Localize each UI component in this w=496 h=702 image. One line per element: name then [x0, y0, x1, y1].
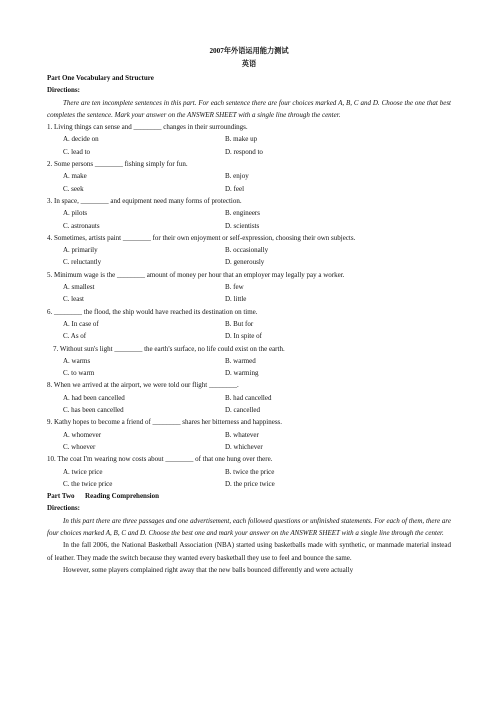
option-row: [47, 281, 451, 293]
question-stem: 9. Kathy hopes to become a friend of ________ shares her bitterness and happiness.: [47, 418, 283, 427]
option-a: A. warms: [63, 356, 91, 365]
option-d: D. respond to: [225, 147, 263, 156]
option-c: C. seek: [63, 184, 84, 193]
option-c: C. lead to: [63, 147, 91, 156]
option-row: [47, 207, 451, 219]
question-stem: 6. ________ the flood, the ship would have reached its destination on time.: [47, 307, 258, 316]
question-stem: 4. Sometimes, artists paint ________ for their own enjoyment or self-expression, choosing their own subjects.: [47, 233, 356, 242]
part-two-directions-label: Directions:: [47, 504, 80, 513]
option-row: [47, 256, 451, 268]
option-a: A. make: [63, 172, 87, 181]
question-stem: 2. Some persons ________ fishing simply for fun.: [47, 160, 188, 169]
option-a: A. primarily: [63, 246, 98, 255]
option-a: A. In case of: [63, 319, 99, 328]
option-d: D. In spite of: [225, 332, 262, 341]
option-c: C. whoever: [63, 442, 96, 451]
option-b: B. warmed: [225, 356, 256, 365]
option-b: B. engineers: [225, 209, 260, 218]
option-c: C. reluctantly: [63, 258, 102, 267]
passage-paragraph: However, some players complained right away that the new balls bounced differently and were actually: [63, 565, 354, 574]
option-row: [47, 429, 451, 441]
option-a: A. whomever: [63, 430, 102, 439]
option-row: [47, 318, 451, 330]
option-c: C. to warm: [63, 369, 95, 378]
option-b: B. whatever: [225, 430, 259, 439]
option-d: D. feel: [225, 184, 245, 193]
option-d: D. whichever: [225, 442, 263, 451]
option-row: [47, 220, 451, 232]
part-two-directions-text: In this part there are three passages and one advertisement, each followed questions or unfinished statements. For each of them, there are four choices marked A, B, C and D. Choose the best one and mark your answer on the ANSWER SHEET with a single line through the center.: [47, 516, 451, 537]
option-a: A. decide on: [63, 135, 99, 144]
option-row: [47, 183, 451, 195]
option-c: C. least: [63, 295, 84, 304]
option-row: [47, 293, 451, 305]
option-row: [47, 441, 451, 453]
option-row: [47, 404, 451, 416]
option-d: D. little: [225, 295, 247, 304]
exam-subject: 英语: [241, 60, 257, 68]
option-b: B. twice the price: [225, 467, 275, 476]
option-row: [47, 170, 451, 182]
part-one-directions-label: Directions:: [47, 86, 80, 95]
question-stem: 7. Without sun's light ________ the earth's surface, no life could exist on the earth.: [53, 344, 285, 353]
option-b: B. make up: [225, 135, 258, 144]
option-a: A. smallest: [63, 283, 95, 292]
question-stem: 5. Minimum wage is the ________ amount of money per hour that an employer may legally pay a worker.: [47, 270, 345, 279]
option-d: D. cancelled: [225, 406, 260, 415]
option-row: [47, 146, 451, 158]
option-a: A. had been cancelled: [63, 393, 125, 402]
option-row: [47, 133, 451, 145]
option-row: [47, 466, 451, 478]
part-one-heading: Part One Vocabulary and Structure: [47, 74, 154, 82]
option-a: A. pilots: [63, 209, 88, 218]
option-row: [47, 367, 451, 379]
option-b: B. But for: [225, 319, 254, 328]
option-c: C. has been cancelled: [63, 406, 124, 415]
option-row: [47, 244, 451, 256]
option-row: [47, 478, 451, 490]
option-b: B. had cancelled: [225, 393, 272, 402]
passage-paragraph: In the fall 2006, the National Basketball Association (NBA) started using basketballs made with synthetic, or manmade material instead of leather. They made the switch because they wanted every basketball they use to feel and bounce the same.: [47, 541, 451, 562]
option-row: [47, 392, 451, 404]
question-stem: 1. Living things can sense and ________ changes in their surroundings.: [47, 123, 248, 132]
option-row: [47, 355, 451, 367]
part-one-directions-text: There are ten incomplete sentences in this part. For each sentence there are four choices marked A, B, C and D. Choose the one that best completes the sentence. Mark your answer on the ANSWER SHEET with a single line through the center.: [47, 98, 451, 119]
option-a: A. twice price: [63, 467, 103, 476]
option-b: B. enjoy: [225, 172, 249, 181]
question-stem: 3. In space, ________ and equipment need many forms of protection.: [47, 196, 242, 205]
exam-page: [47, 46, 451, 576]
part-two-heading: Part Two Reading Comprehension: [47, 492, 160, 501]
option-b: B. few: [225, 283, 244, 292]
option-b: B. occasionally: [225, 246, 269, 255]
option-c: C. the twice price: [63, 479, 113, 488]
option-d: D. the price twice: [225, 479, 275, 488]
option-d: D. scientists: [225, 221, 260, 230]
question-stem: 8. When we arrived at the airport, we were told our flight ________.: [47, 381, 239, 390]
option-d: D. warming: [225, 369, 259, 378]
question-stem: 10. The coat I'm wearing now costs about ________ of that one hung over there.: [47, 455, 273, 464]
option-row: [47, 330, 451, 342]
exam-title: 2007年外语运用能力测试: [209, 47, 289, 55]
option-c: C. astronauts: [63, 221, 100, 230]
option-c: C. As of: [63, 332, 87, 341]
option-d: D. generously: [225, 258, 265, 267]
